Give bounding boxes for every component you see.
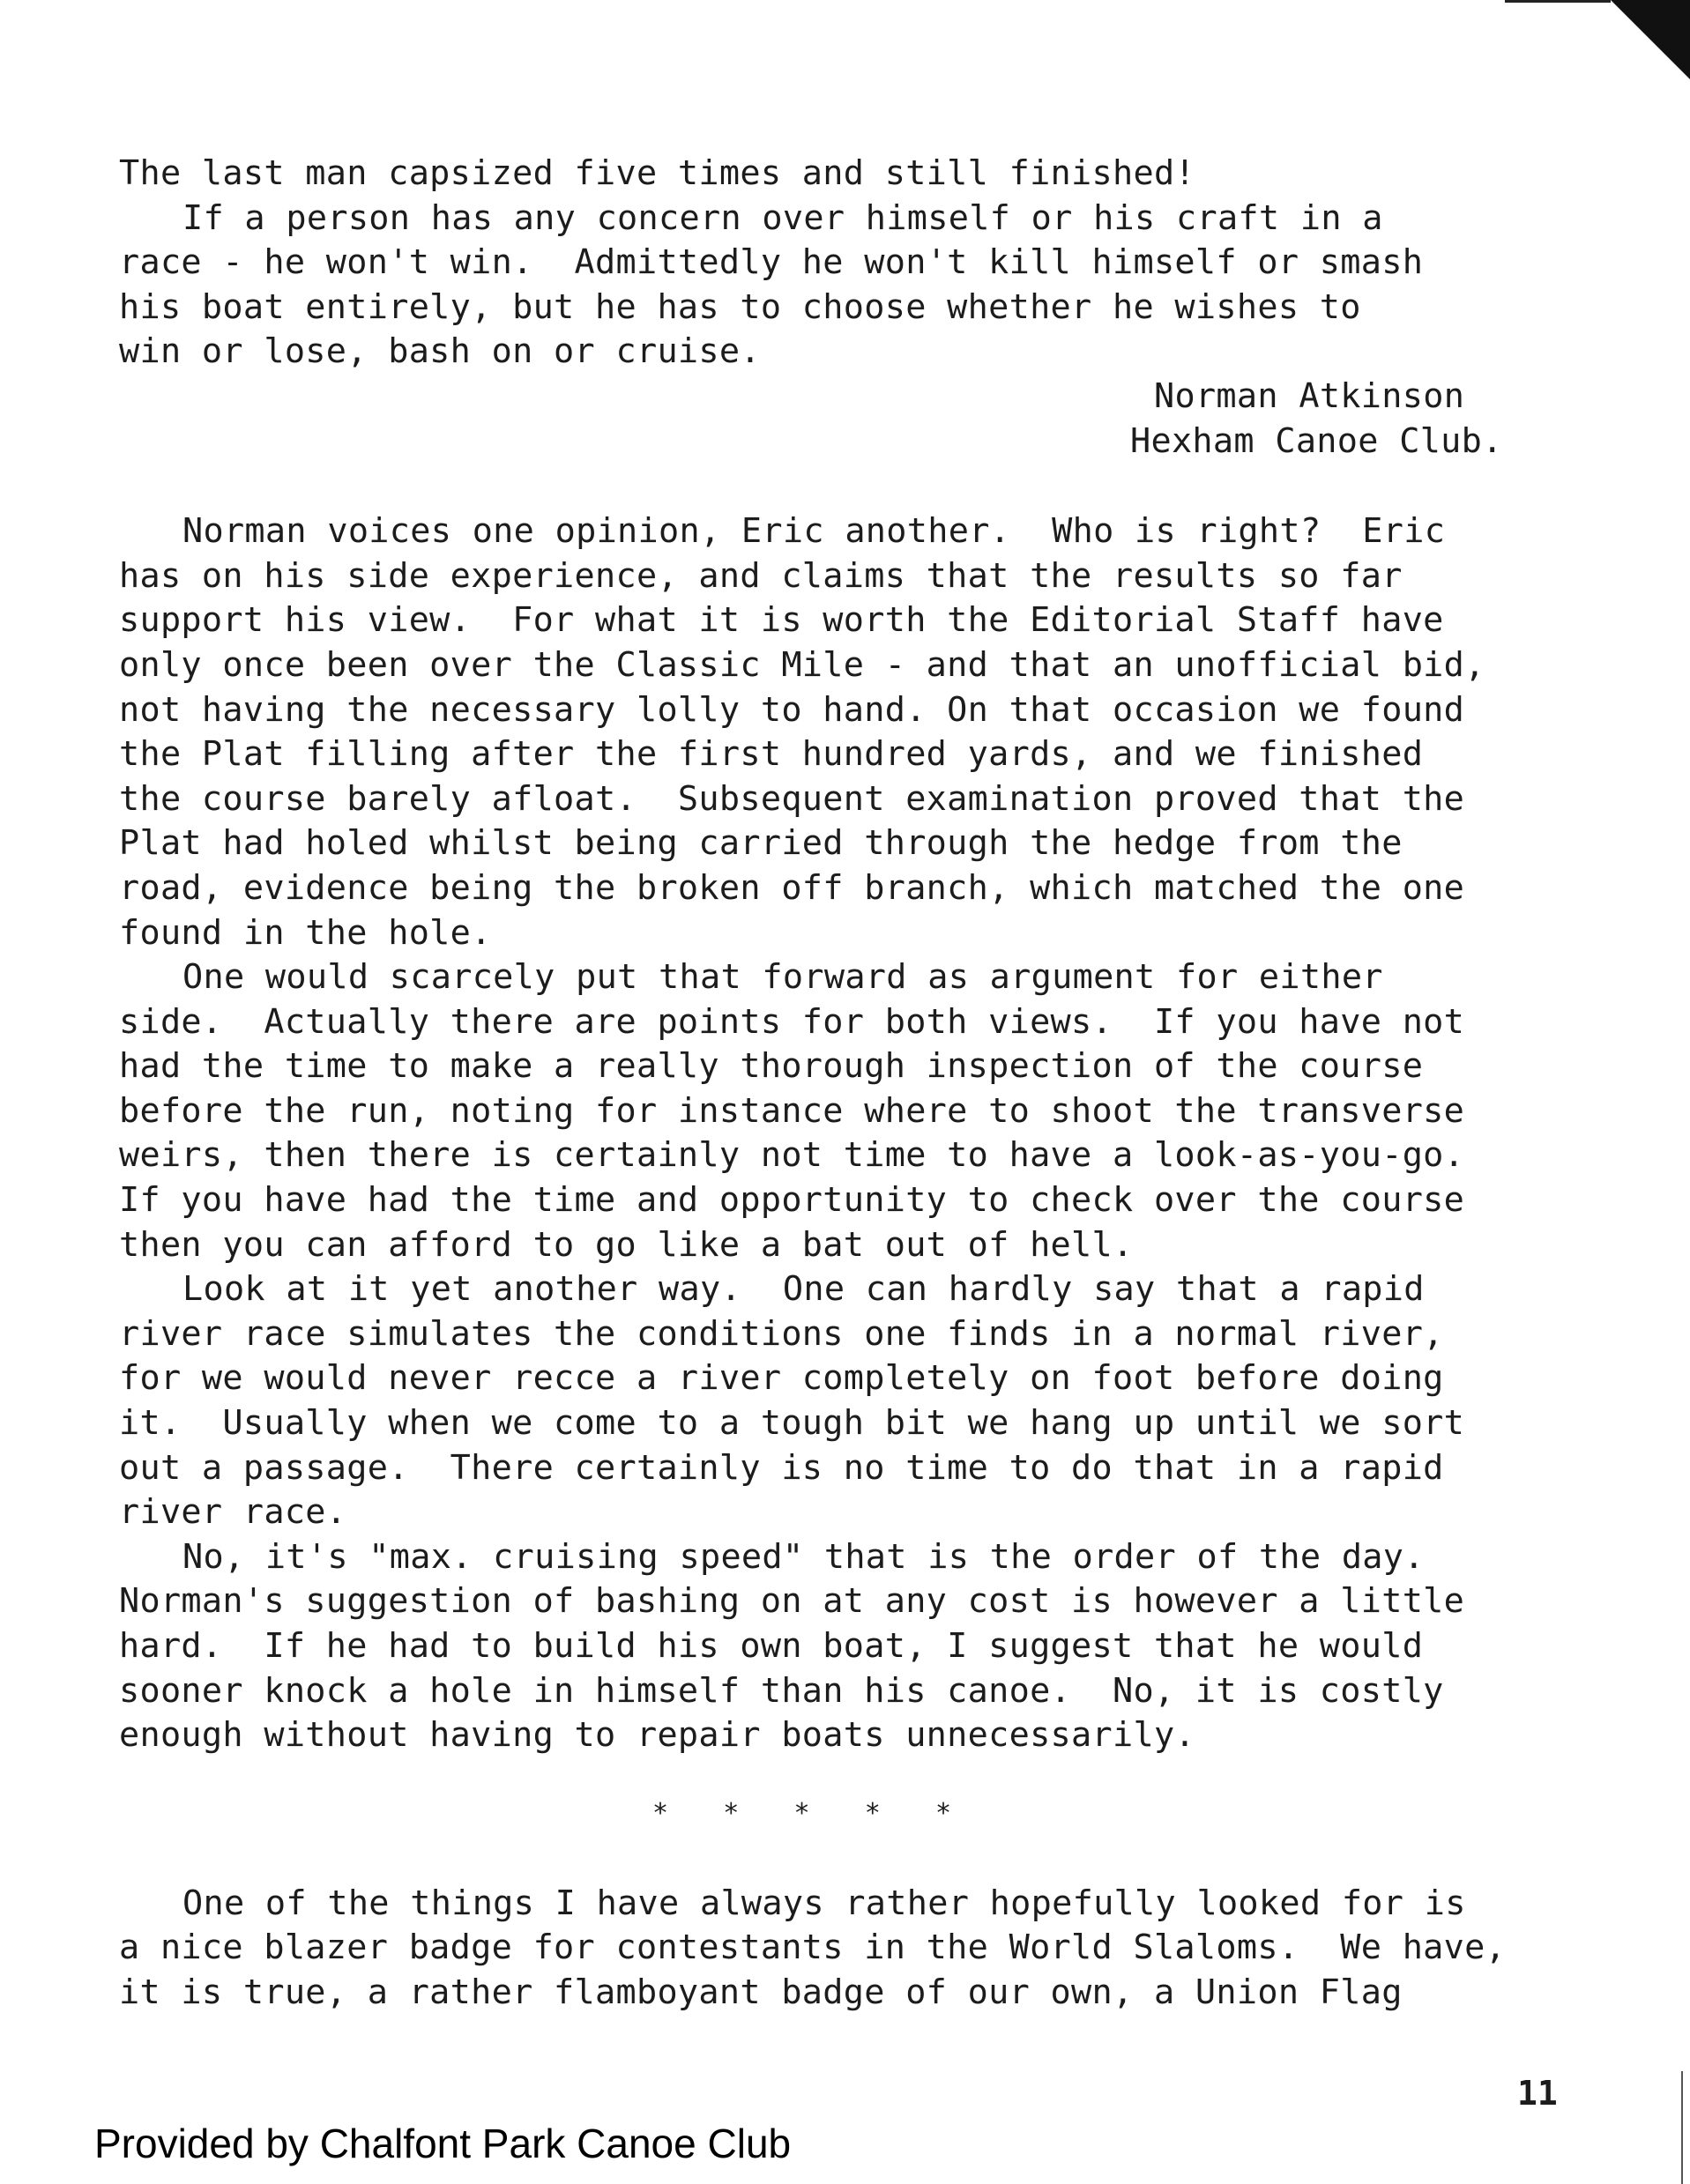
paragraph-1: [119, 152, 1582, 197]
text-line: No, it's "max. cruising speed" that is the order of the day.: [182, 1536, 1425, 1577]
paragraph-3: [119, 509, 1582, 955]
text-line: race - he won't win. Admittedly he won't kill himself or smash: [119, 242, 1424, 283]
text-line: hard. If he had to build his own boat, I suggest that he would: [119, 1626, 1424, 1666]
signature-club: Hexham Canoe Club.: [1130, 420, 1503, 461]
text-line: his boat entirely, but he has to choose whether he wishes to: [119, 286, 1361, 327]
text-line: it. Usually when we come to a tough bit we hang up until we sort: [119, 1403, 1465, 1444]
text-line: Norman voices one opinion, Eric another. Who is right? Eric: [182, 511, 1446, 552]
text-line: Plat had holed whilst being carried through the hedge from the: [119, 823, 1403, 864]
text-line: side. Actually there are points for both views. If you have not: [119, 1001, 1465, 1042]
signature-name: Norman Atkinson: [1154, 375, 1465, 416]
paragraph-4: [119, 955, 1582, 1267]
text-line: One would scarcely put that forward as argument for either: [182, 957, 1383, 998]
text-line: win or lose, bash on or cruise.: [119, 331, 761, 372]
text-line: enough without having to repair boats unnecessarily.: [119, 1715, 1195, 1756]
page-number: 11: [1517, 2074, 1558, 2113]
text-line: Norman's suggestion of bashing on at any cost is however a little: [119, 1581, 1465, 1622]
text-line: If a person has any concern over himself or his craft in a: [182, 197, 1383, 238]
text-line: for we would never recce a river completely on foot before doing: [119, 1358, 1444, 1399]
paragraph-7: [119, 1882, 1582, 2016]
text-line: The last man capsized five times and still finished!: [119, 153, 1195, 193]
text-line: Look at it yet another way. One can hardly say that a rapid: [182, 1269, 1425, 1310]
text-line: before the run, noting for instance where to shoot the transverse: [119, 1090, 1465, 1131]
text-line: support his view. For what it is worth the Editorial Staff have: [119, 600, 1444, 641]
text-line: not having the necessary lolly to hand. On that occasion we found: [119, 689, 1465, 730]
text-line: out a passage. There certainly is no time to do that in a rapid: [119, 1447, 1444, 1488]
paragraph-6: [119, 1535, 1582, 1758]
signature-block: [119, 375, 1582, 464]
text-line: the Plat filling after the first hundred yards, and we finished: [119, 734, 1424, 775]
text-line: One of the things I have always rather hopefully looked for is: [182, 1883, 1466, 1923]
text-line: the course barely afloat. Subsequent examination proved that the: [119, 778, 1465, 819]
corner-scan-mark: [1611, 0, 1690, 79]
text-line: river race simulates the conditions one finds in a normal river,: [119, 1313, 1444, 1354]
text-line: river race.: [119, 1492, 347, 1533]
document-page: [119, 152, 1582, 2016]
text-line: only once been over the Classic Mile - and that an unofficial bid,: [119, 644, 1485, 685]
text-line: If you have had the time and opportunity to check over the course: [119, 1180, 1465, 1221]
text-line: weirs, then there is certainly not time to have a look-as-you-go.: [119, 1135, 1465, 1176]
footer-credit: Provided by Chalfont Park Canoe Club: [94, 2121, 792, 2166]
section-separator: * * * * *: [652, 1797, 954, 1829]
text-line: found in the hole.: [119, 912, 492, 953]
text-line: road, evidence being the broken off branch, which matched the one: [119, 867, 1465, 908]
text-line: had the time to make a really thorough inspection of the course: [119, 1046, 1424, 1087]
text-line: it is true, a rather flamboyant badge of our own, a Union Flag: [119, 1972, 1403, 2012]
scan-edge-line: [1681, 2071, 1683, 2184]
corner-scan-line: [1505, 0, 1611, 3]
text-line: has on his side experience, and claims that the results so far: [119, 555, 1403, 596]
text-line: sooner knock a hole in himself than his canoe. No, it is costly: [119, 1670, 1444, 1711]
paragraph-5: [119, 1267, 1582, 1535]
paragraph-2: [119, 197, 1582, 375]
text-line: then you can afford to go like a bat out of hell.: [119, 1224, 1134, 1265]
text-line: a nice blazer badge for contestants in the World Slaloms. We have,: [119, 1928, 1507, 1968]
